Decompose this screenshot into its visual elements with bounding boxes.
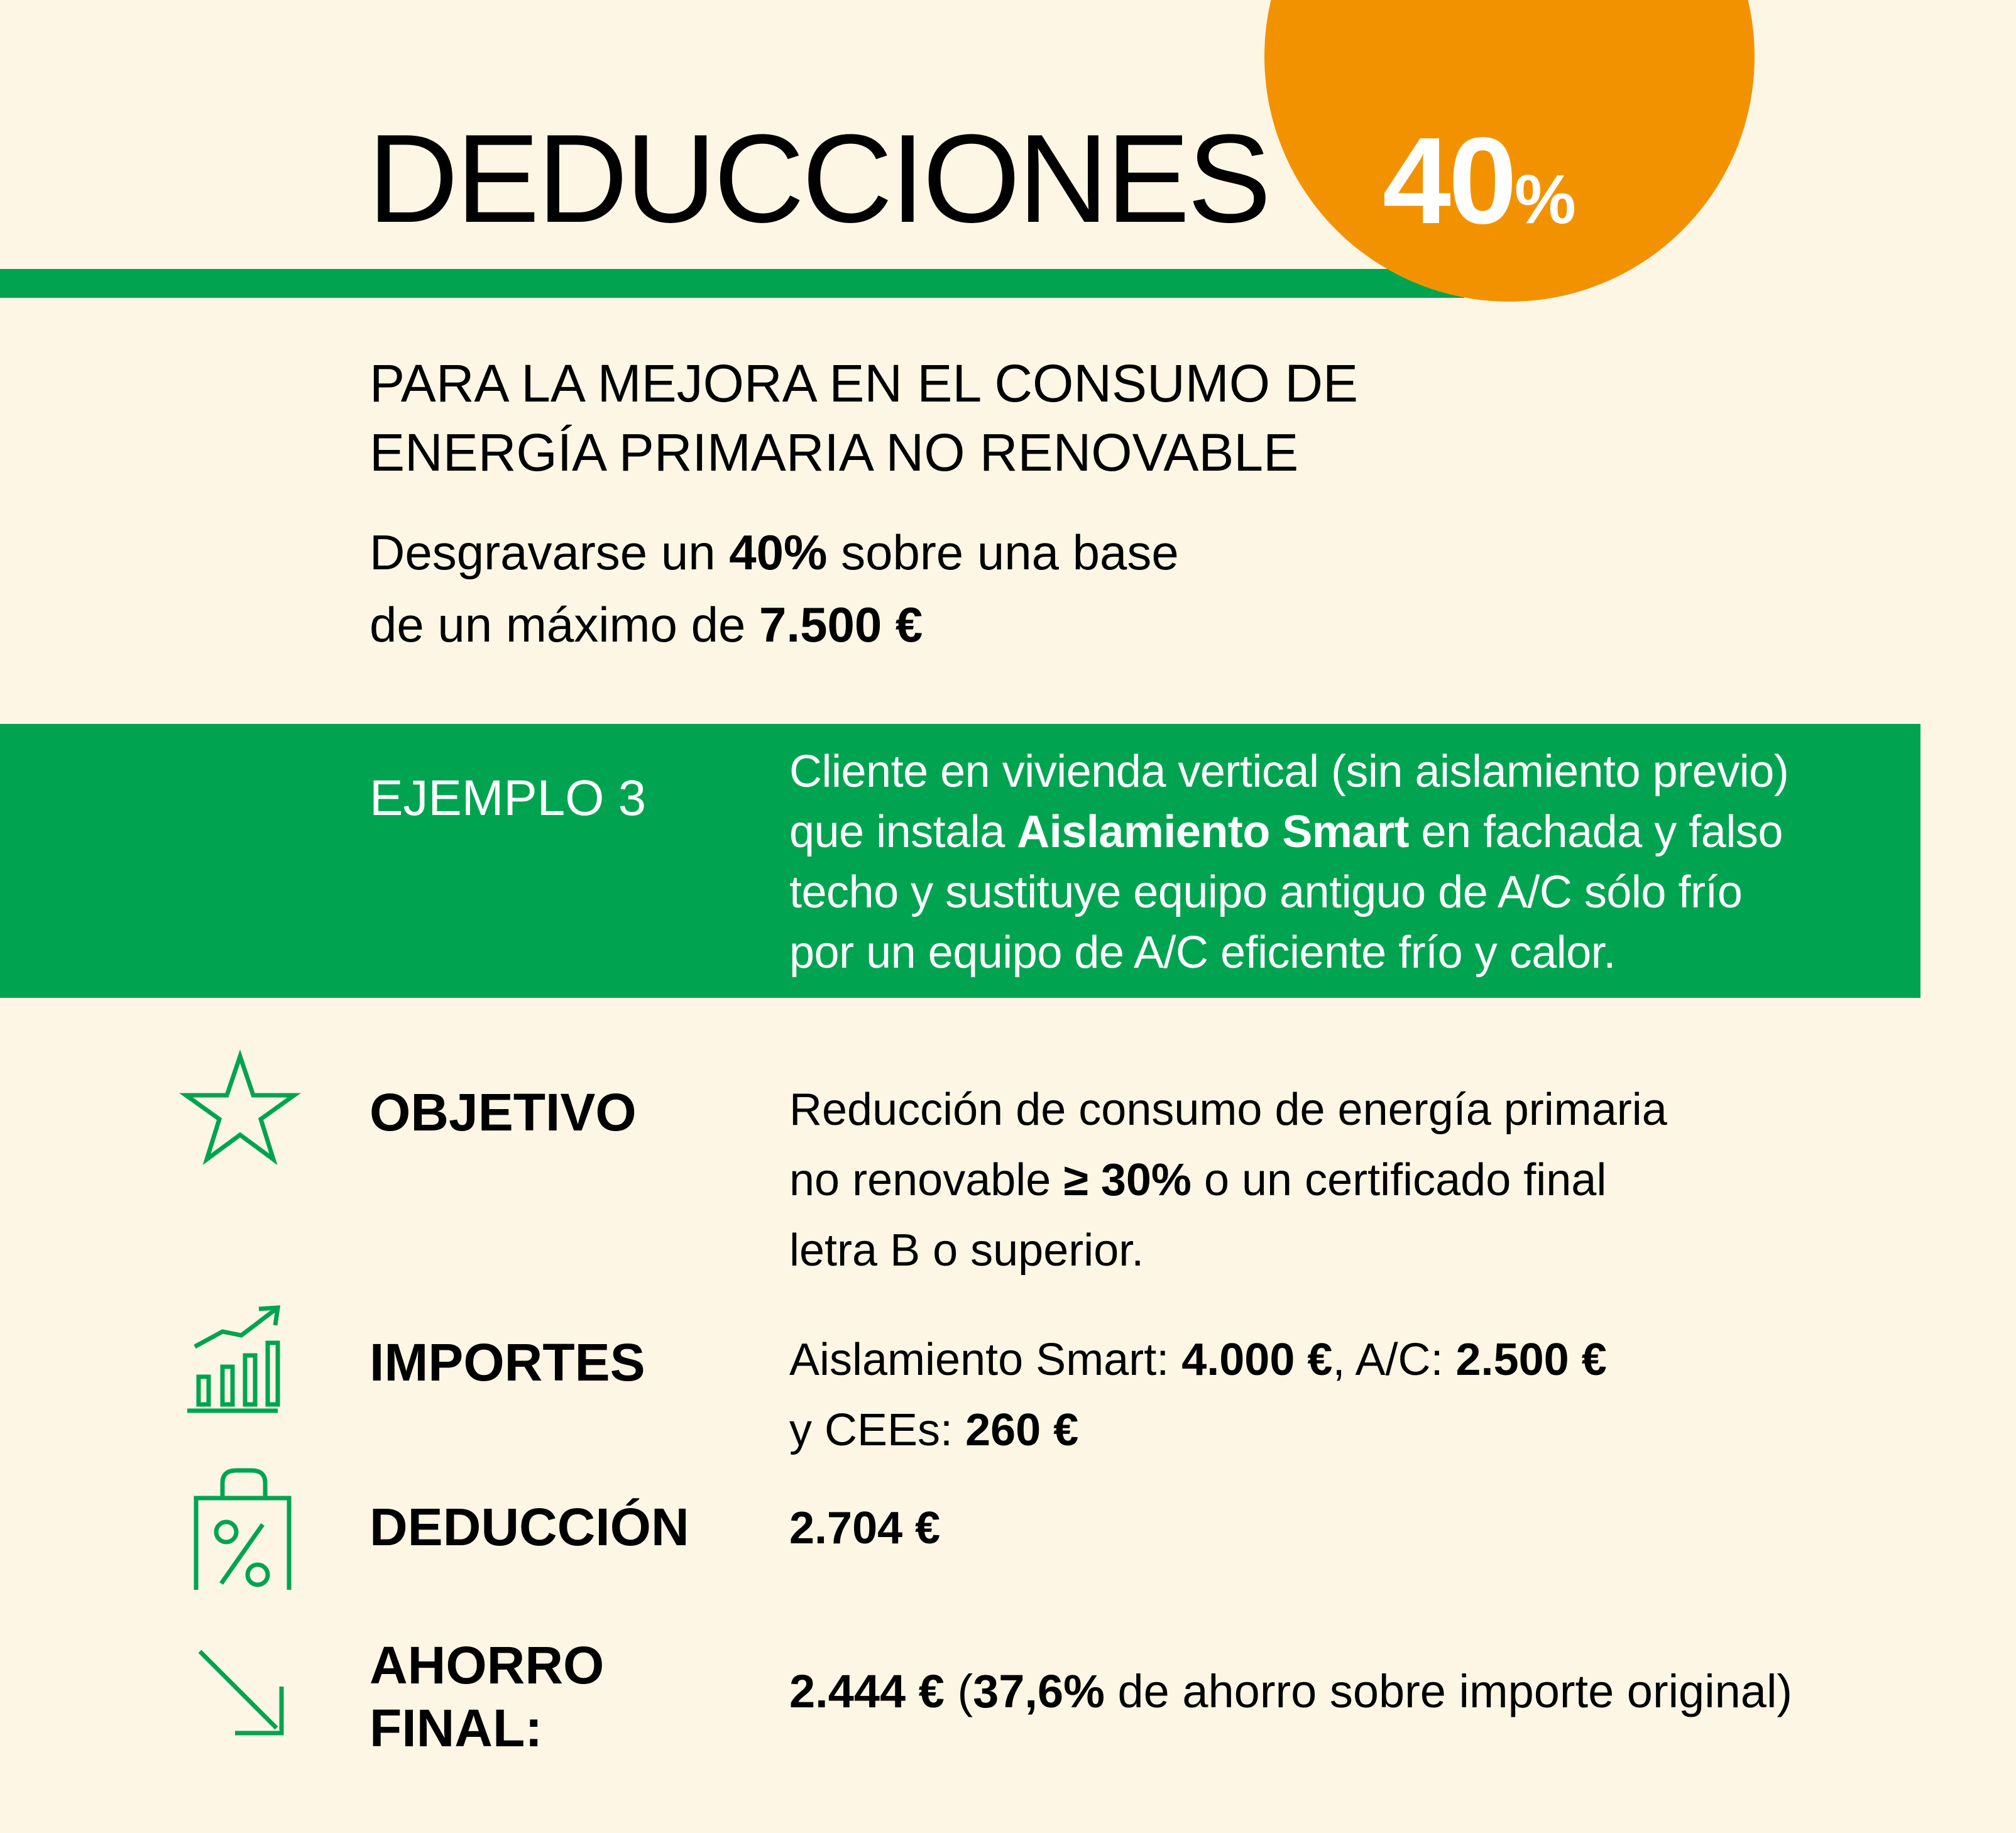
- example-text: en fachada y falso: [1408, 807, 1783, 857]
- objetivo-text-part: o un certificado final: [1191, 1155, 1607, 1205]
- importes-text-part: , A/C:: [1332, 1335, 1456, 1385]
- desc-max-amount: 7.500 €: [759, 597, 923, 652]
- ahorro-text: [789, 1656, 1792, 1727]
- example-product: Aislamiento Smart: [1017, 807, 1409, 857]
- importes-text-part: y CEEs:: [789, 1405, 966, 1455]
- description-line-2: [370, 589, 1501, 661]
- deduccion-amount: 2.704 €: [789, 1503, 941, 1553]
- ahorro-text-part: de ahorro sobre importe original): [1104, 1665, 1793, 1717]
- ahorro-amount: 2.444 €: [789, 1665, 945, 1717]
- objetivo-line-3: letra B o superior.: [789, 1225, 1144, 1276]
- bar-chart-icon: [184, 1298, 309, 1423]
- description: [370, 517, 1501, 661]
- page-title: DEDUCCIONES: [368, 109, 1269, 249]
- desc-text: de un máximo de: [370, 597, 760, 652]
- objetivo-line-1: Reducción de consumo de energía primaria: [789, 1085, 1667, 1135]
- star-icon: [177, 1046, 303, 1172]
- desc-text: sobre una base: [827, 525, 1179, 580]
- objetivo-label: OBJETIVO: [370, 1083, 637, 1142]
- percent-bag-icon: [184, 1464, 309, 1590]
- subtitle: [370, 349, 1501, 487]
- objetivo-text: [789, 1075, 1667, 1286]
- importes-text: [789, 1325, 1607, 1465]
- objetivo-text-part: no renovable: [789, 1155, 1064, 1205]
- ahorro-label-line-1: AHORRO: [370, 1636, 605, 1695]
- ahorro-percent: 37,6%: [973, 1665, 1105, 1717]
- arrow-down-right-icon: [189, 1640, 314, 1766]
- importes-text-part: Aislamiento Smart:: [789, 1335, 1182, 1385]
- example-line-1: Cliente en vivienda vertical (sin aislamiento previo): [789, 747, 1789, 797]
- subtitle-line-1: PARA LA MEJORA EN EL CONSUMO DE: [370, 354, 1359, 413]
- importes-label: IMPORTES: [370, 1333, 645, 1392]
- deduccion-label: DEDUCCIÓN: [370, 1497, 689, 1557]
- importes-cees-amount: 260 €: [965, 1405, 1079, 1455]
- ahorro-label-line-2: FINAL:: [370, 1699, 543, 1758]
- desc-percent: 40%: [729, 525, 828, 580]
- percent-badge: [1383, 112, 1576, 249]
- importes-ac-amount: 2.500 €: [1455, 1335, 1607, 1385]
- importes-line-2: [789, 1395, 1607, 1465]
- example-line-2: [789, 802, 1789, 862]
- importes-line-1: [789, 1325, 1607, 1395]
- ahorro-value-line: [789, 1656, 1792, 1727]
- importes-aislamiento-amount: 4.000 €: [1181, 1335, 1333, 1385]
- example-description: [789, 741, 1789, 983]
- ahorro-text-part: (: [944, 1665, 973, 1717]
- example-label: EJEMPLO 3: [370, 770, 647, 826]
- objetivo-line-2: [789, 1145, 1667, 1215]
- example-line-3: techo y sustituye equipo antiguo de A/C sólo frío: [789, 867, 1743, 917]
- description-line-1: [370, 517, 1501, 589]
- header-green-bar: [0, 269, 1464, 298]
- badge-percent-sign: %: [1515, 161, 1576, 238]
- badge-number: 40: [1383, 112, 1515, 249]
- example-text: que instala: [789, 807, 1017, 857]
- subtitle-line-2: ENERGÍA PRIMARIA NO RENOVABLE: [370, 423, 1299, 482]
- ahorro-label: [370, 1634, 604, 1759]
- example-line-4: por un equipo de A/C eficiente frío y calor.: [789, 927, 1616, 978]
- desc-text: Desgravarse un: [370, 525, 730, 580]
- deduccion-value: [789, 1493, 940, 1563]
- objetivo-threshold: ≥ 30%: [1063, 1155, 1192, 1205]
